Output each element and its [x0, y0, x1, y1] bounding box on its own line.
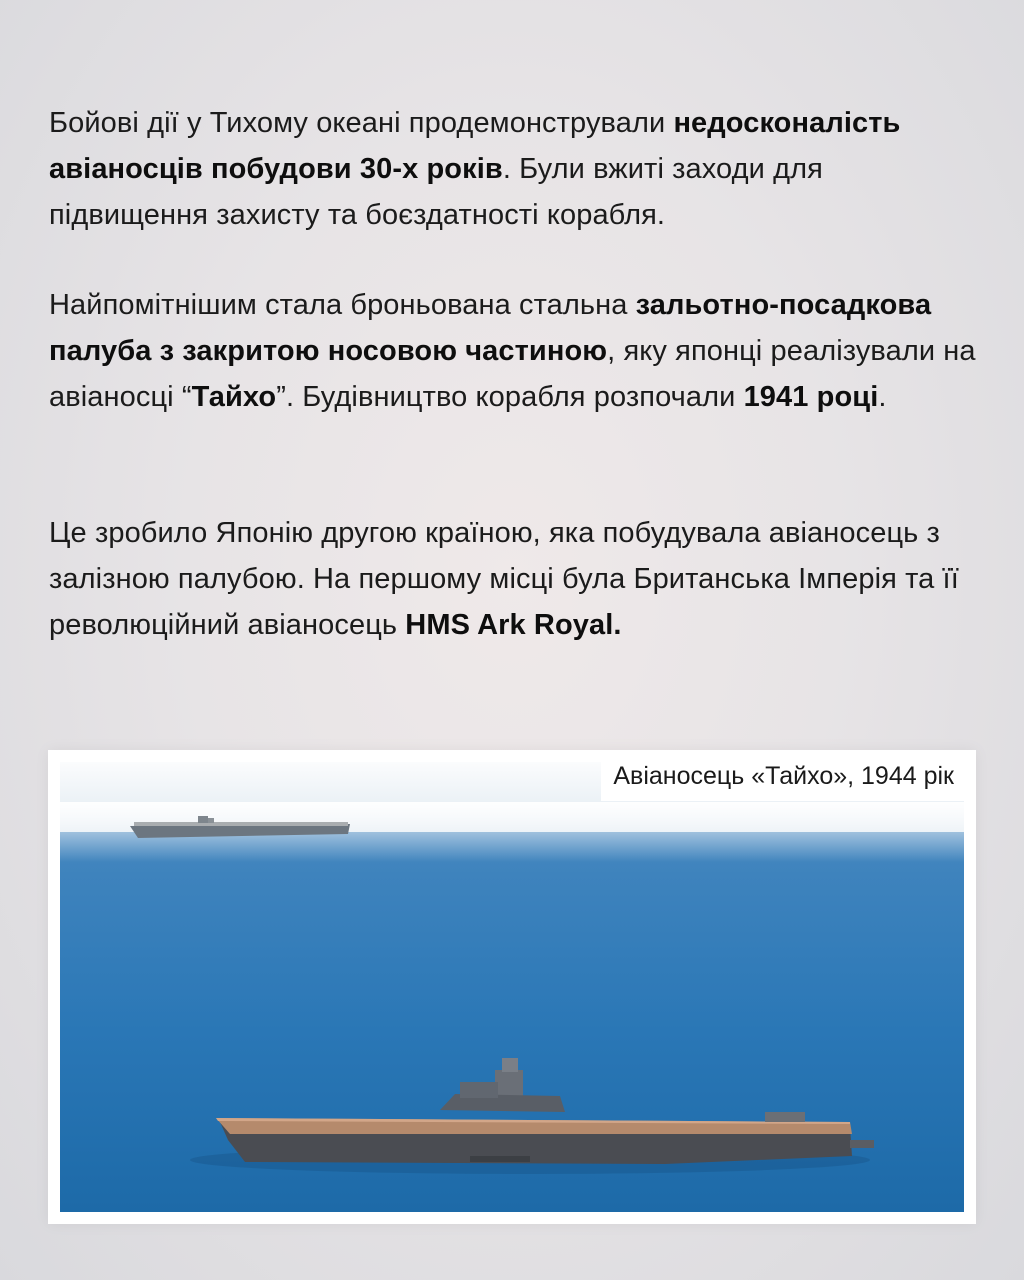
paragraph-armored-deck — [49, 282, 989, 420]
aircraft-carrier-photo — [60, 762, 964, 1212]
body-text: , яку японці реалізували на авіаносці “ — [49, 335, 976, 413]
body-text: Найпомітнішим стала броньована стальна — [49, 289, 636, 321]
bold-text: Тайхо — [191, 381, 277, 413]
body-text: Бойові дії у Тихому океані продемонстрували — [49, 107, 674, 139]
body-text: ”. Будівництво корабля розпочали — [276, 381, 744, 413]
bold-text: HMS Ark Royal. — [405, 609, 622, 641]
photo-illustration — [60, 762, 964, 1212]
body-text: Це зробило Японію другою країною, яка побудувала авіаносець з залізною палубою. На першому місці була Британська Імперія та її революційний авіаносець — [49, 517, 959, 641]
photo-caption: Авіаносець «Тайхо», 1944 рік — [601, 753, 964, 801]
paragraph-second-country — [49, 510, 989, 648]
body-text: . Були вжиті заходи для підвищення захисту та боєздатності корабля. — [49, 153, 823, 231]
bold-text: недосконалість авіаносців побудови 30-х років — [49, 107, 901, 185]
bold-text: 1941 році — [743, 381, 879, 413]
bold-text: зальотно-посадкова палуба з закритою носовою частиною — [49, 289, 932, 367]
body-text: . — [878, 381, 887, 413]
paragraph-pacific-battles — [49, 100, 989, 238]
